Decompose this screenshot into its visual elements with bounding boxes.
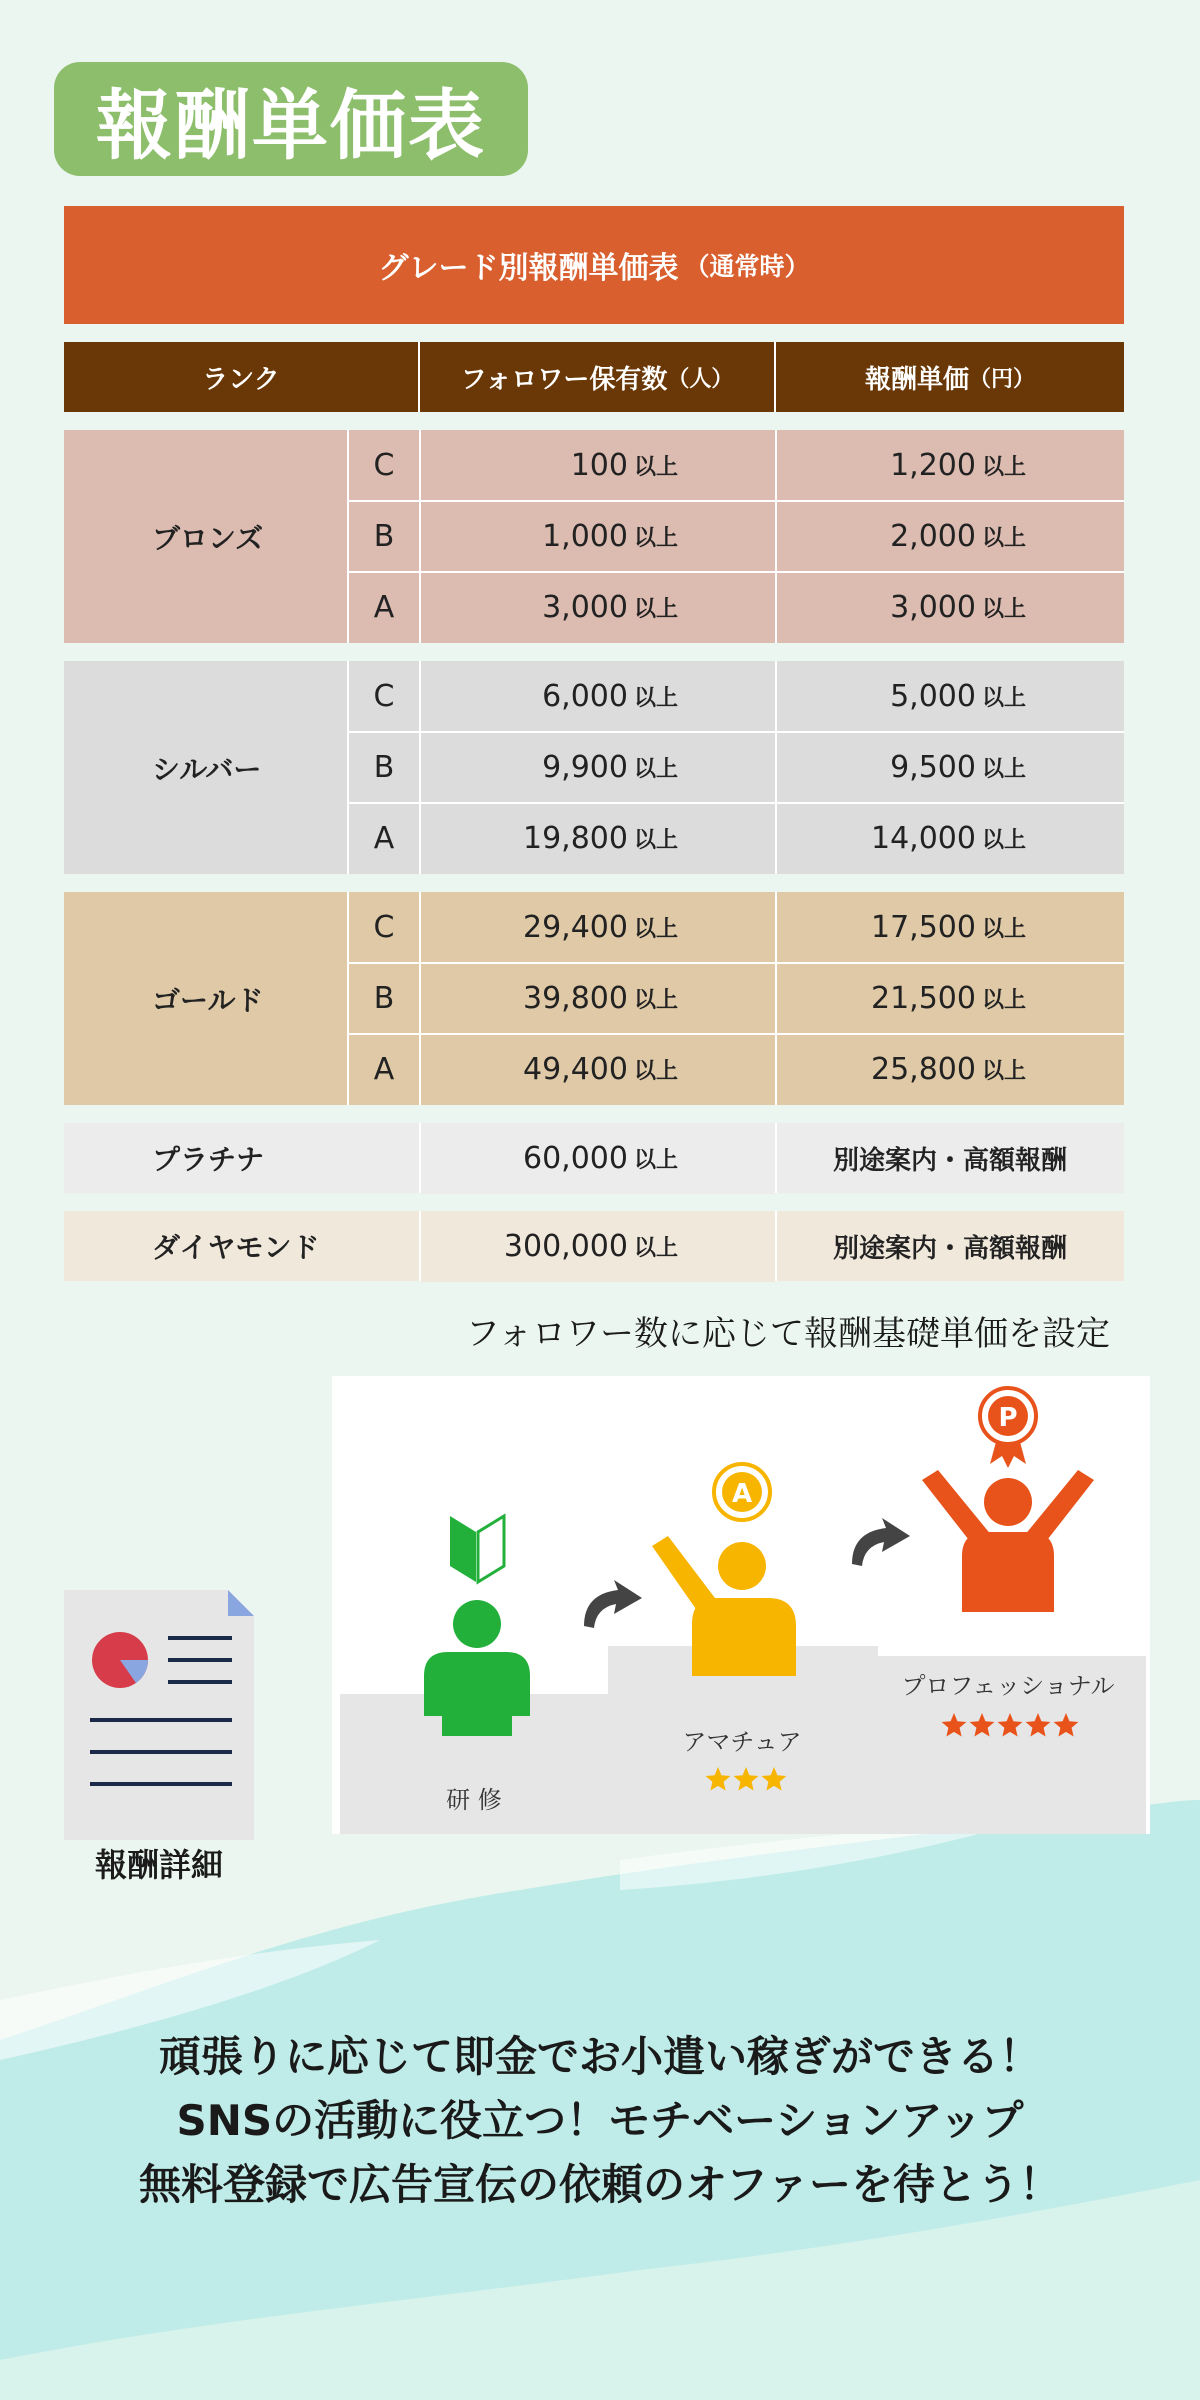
column-divider xyxy=(347,430,349,643)
followers-cell-value: 60,000 xyxy=(523,1141,628,1176)
reward-cell xyxy=(776,892,1124,963)
grade-cell: B xyxy=(348,963,420,1034)
column-divider xyxy=(775,1211,777,1281)
reward-cell-suffix: 以上 xyxy=(981,686,1026,711)
document-chart-icon xyxy=(64,1590,254,1840)
reward-cell-suffix: 以上 xyxy=(981,828,1026,853)
followers-cell xyxy=(420,732,776,803)
column-divider xyxy=(347,661,349,874)
followers-cell-suffix: 以上 xyxy=(633,1148,678,1173)
followers-cell-suffix: 以上 xyxy=(633,1236,678,1261)
followers-cell xyxy=(420,1123,776,1194)
followers-cell xyxy=(420,1211,776,1282)
followers-cell-value: 49,400 xyxy=(523,1052,628,1087)
column-header-followers xyxy=(420,342,776,412)
followers-cell-suffix: 以上 xyxy=(633,1059,678,1084)
caption: フォロワー数に応じて報酬基礎単価を設定 xyxy=(465,1314,1110,1354)
followers-cell-value: 3,000 xyxy=(542,590,628,625)
bottom-line-1: 頑張りに応じて即金でお小遣い稼ぎができる！ xyxy=(158,2032,1041,2081)
followers-cell-suffix: 以上 xyxy=(633,917,678,942)
reward-cell-value: 14,000 xyxy=(871,821,976,856)
growth-illustration-svg xyxy=(332,1376,1150,1834)
arrow-icon xyxy=(852,1518,910,1566)
grade-cell: C xyxy=(348,430,420,501)
reward-cell-suffix: 以上 xyxy=(981,988,1026,1013)
followers-cell-suffix: 以上 xyxy=(633,828,678,853)
reward-cell xyxy=(776,572,1124,643)
reward-cell-suffix: 以上 xyxy=(981,597,1026,622)
table-heading-text: グレード別報酬単価表 xyxy=(378,251,679,286)
rank-name-cell: ブロンズ xyxy=(64,430,348,643)
column-divider xyxy=(419,1123,421,1193)
reward-cell xyxy=(776,732,1124,803)
reward-cell-value: 1,200 xyxy=(890,448,976,483)
rank-name-cell: ダイヤモンド xyxy=(64,1211,420,1281)
table-heading xyxy=(64,206,1124,324)
bottom-line-2: SNSの活動に役立つ！モチベーションアップ xyxy=(176,2096,1024,2145)
followers-cell-suffix: 以上 xyxy=(633,455,678,480)
a-badge-icon xyxy=(714,1464,770,1520)
reward-cell-value: 3,000 xyxy=(890,590,976,625)
grade-cell: B xyxy=(348,732,420,803)
reward-cell-suffix: 以上 xyxy=(981,757,1026,782)
reward-cell-value: 9,500 xyxy=(890,750,976,785)
p-medal-icon xyxy=(980,1388,1036,1468)
beginner-mark-icon xyxy=(450,1516,504,1582)
page-title: 報酬単価表 xyxy=(54,62,528,176)
followers-cell-suffix: 以上 xyxy=(633,988,678,1013)
row-divider xyxy=(348,1033,1124,1035)
grade-cell: C xyxy=(348,892,420,963)
row-divider xyxy=(348,962,1124,964)
grade-cell: C xyxy=(348,661,420,732)
column-divider xyxy=(347,892,349,1105)
step-label-professional: プロフェッショナル xyxy=(901,1672,1115,1700)
followers-cell-value: 19,800 xyxy=(523,821,628,856)
reward-cell-suffix: 以上 xyxy=(981,917,1026,942)
followers-cell-suffix: 以上 xyxy=(633,597,678,622)
reward-cell-value: 5,000 xyxy=(890,679,976,714)
column-divider xyxy=(775,430,777,643)
followers-cell-suffix: 以上 xyxy=(633,686,678,711)
reward-cell xyxy=(776,963,1124,1034)
followers-cell-value: 1,000 xyxy=(542,519,628,554)
bottom-line-3: 無料登録で広告宣伝の依頼のオファーを待とう！ xyxy=(139,2160,1061,2209)
column-header-reward-label: 報酬単価 xyxy=(864,364,969,395)
rank-name-cell: プラチナ xyxy=(64,1123,420,1193)
step-label-trainee: 研 修 xyxy=(446,1786,502,1814)
followers-cell xyxy=(420,430,776,501)
reward-cell-value: 21,500 xyxy=(871,981,976,1016)
reward-cell-suffix: 以上 xyxy=(981,526,1026,551)
reward-cell-suffix: 以上 xyxy=(981,1059,1026,1084)
rank-name-cell: シルバー xyxy=(64,661,348,874)
reward-note-cell: 別途案内・高額報酬 xyxy=(776,1123,1124,1193)
column-header-rank-label: ランク xyxy=(202,364,280,395)
reward-note-cell: 別途案内・高額報酬 xyxy=(776,1211,1124,1281)
reward-cell xyxy=(776,661,1124,732)
followers-cell xyxy=(420,963,776,1034)
followers-cell xyxy=(420,1034,776,1105)
arrow-icon xyxy=(584,1580,642,1628)
svg-text:P: P xyxy=(998,1403,1018,1433)
reward-cell xyxy=(776,803,1124,874)
followers-cell-suffix: 以上 xyxy=(633,757,678,782)
svg-text:A: A xyxy=(731,1479,753,1509)
row-divider xyxy=(348,731,1124,733)
followers-cell-value: 6,000 xyxy=(542,679,628,714)
column-header-reward xyxy=(776,342,1124,412)
column-header-followers-unit: （人） xyxy=(667,366,734,392)
followers-cell xyxy=(420,501,776,572)
grade-cell: A xyxy=(348,572,420,643)
row-divider xyxy=(348,500,1124,502)
followers-cell xyxy=(420,892,776,963)
reward-cell-value: 17,500 xyxy=(871,910,976,945)
row-divider xyxy=(348,571,1124,573)
column-divider xyxy=(419,430,421,643)
professional-figure xyxy=(922,1470,1094,1612)
column-divider xyxy=(775,1123,777,1193)
growth-illustration xyxy=(332,1376,1150,1834)
reward-cell xyxy=(776,1034,1124,1105)
table-heading-note: （通常時） xyxy=(684,252,810,281)
reward-cell xyxy=(776,501,1124,572)
followers-cell xyxy=(420,803,776,874)
document-label: 報酬詳細 xyxy=(94,1846,223,1884)
row-divider xyxy=(348,802,1124,804)
column-header-followers-label: フォロワー保有数 xyxy=(460,364,668,395)
followers-cell xyxy=(420,661,776,732)
followers-cell xyxy=(420,572,776,643)
rank-name-cell: ゴールド xyxy=(64,892,348,1105)
grade-cell: A xyxy=(348,1034,420,1105)
trainee-figure xyxy=(424,1600,530,1736)
followers-cell-value: 100 xyxy=(570,448,628,483)
followers-cell-value: 9,900 xyxy=(542,750,628,785)
column-header-reward-unit: （円） xyxy=(969,366,1036,392)
column-divider xyxy=(419,661,421,874)
column-divider xyxy=(775,661,777,874)
followers-cell-suffix: 以上 xyxy=(633,526,678,551)
column-divider xyxy=(775,892,777,1105)
grade-cell: A xyxy=(348,803,420,874)
column-header-rank xyxy=(64,342,420,412)
step-label-amateur: アマチュア xyxy=(682,1728,802,1756)
column-divider xyxy=(419,892,421,1105)
reward-cell-value: 2,000 xyxy=(890,519,976,554)
followers-cell-value: 39,800 xyxy=(523,981,628,1016)
reward-cell-value: 25,800 xyxy=(871,1052,976,1087)
followers-cell-value: 29,400 xyxy=(523,910,628,945)
reward-cell-suffix: 以上 xyxy=(981,455,1026,480)
column-divider xyxy=(419,1211,421,1281)
followers-cell-value: 300,000 xyxy=(503,1229,628,1264)
reward-cell xyxy=(776,430,1124,501)
grade-cell: B xyxy=(348,501,420,572)
